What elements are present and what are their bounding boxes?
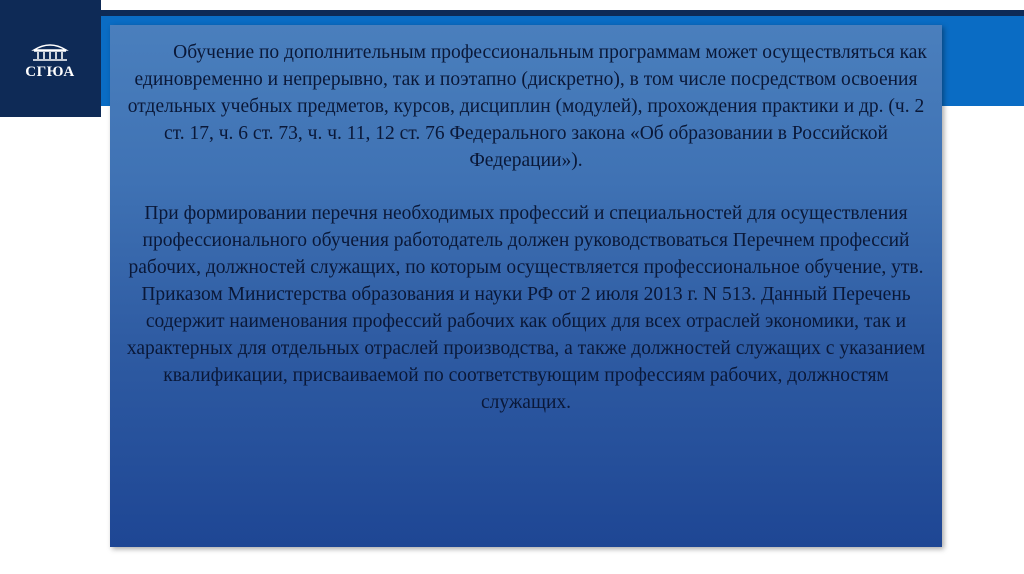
logo <box>18 42 82 92</box>
paragraph-1: Обучение по дополнительным профессиональным программам может осуществляться как единовременно и непрерывно, так и поэтапно (дискретно), в том числе посредством освоения отдельных учебных предметов, курсов, дисциплин (модулей), прохождения практики и др. (ч. 2 ст. 17, ч. 6 ст. 73, ч. ч. 11, 12 ст. 76 Федерального закона «Об образовании в Российской Федерации»). <box>127 42 927 171</box>
building-columns-icon <box>30 42 70 62</box>
logo-text: СГЮА <box>25 64 75 80</box>
logo-block <box>0 0 101 117</box>
content-card <box>110 25 942 547</box>
paragraph-2: При формировании перечня необходимых профессий и специальностей для осуществления профессионального обучения работодатель должен руководствоваться Перечнем профессий рабочих, должностей служащих, по которым осуществляется профессиональное обучение, утв. Приказом Министерства образования и науки РФ от 2 июля 2013 г. N 513. Данный Перечень содержит наименования профессий рабочих как общих для всех отраслей экономики, так и характерных для отдельных отраслей производства, а также должностей служащих с указанием квалификации, присваиваемой по соответствующим профессиям рабочих, должностям служащих. <box>126 203 926 413</box>
